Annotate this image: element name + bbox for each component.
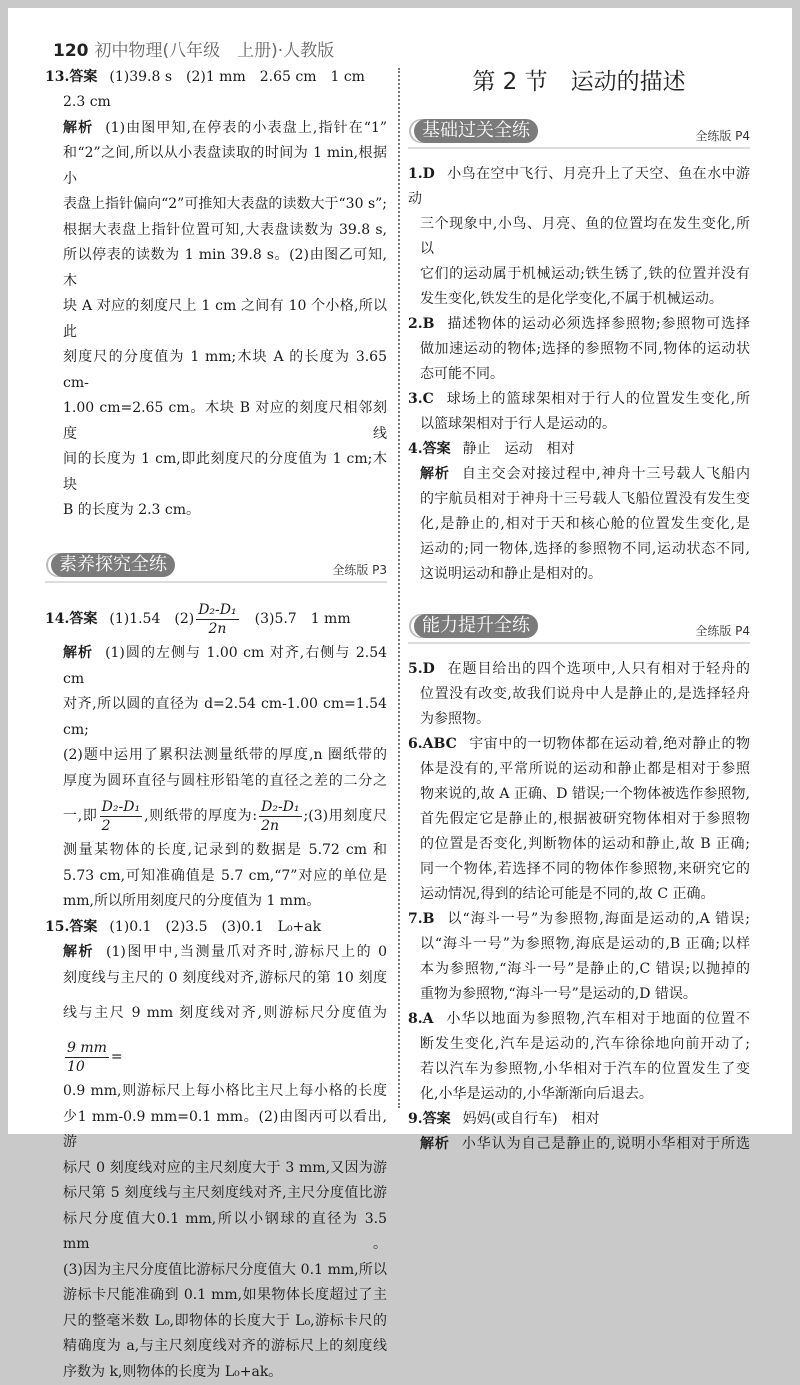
explanation-line — [408, 707, 750, 732]
text-run: (1)由图甲知,在停表的小表盘上,指针在“1” — [105, 120, 387, 136]
answer-line — [45, 915, 387, 941]
text-run: mm,所以所用刻度尺的分度值为 1 mm。 — [63, 893, 320, 909]
explanation-line — [408, 682, 750, 707]
analysis-line — [45, 396, 387, 447]
text-run: 厚度为圆环直径与圆柱形铅笔的直径之差的二分之 — [63, 773, 387, 789]
text-run: (3)5.7 1 mm — [241, 611, 351, 627]
text-run: 的位置是否变化,判断物体的运动和静止,故 B 正确; — [420, 836, 750, 852]
analysis-line — [45, 141, 387, 192]
text-run: ,则纸带的厚度为: — [144, 808, 257, 824]
analysis-label: 解析 — [420, 1136, 450, 1152]
analysis-line — [45, 1156, 387, 1182]
analysis-line — [45, 769, 387, 795]
text-run: 标尺分度值大0.1 mm,所以小钢球的直径为 3.5 mm。 — [63, 1211, 387, 1253]
answer-item — [408, 1007, 750, 1107]
text-run: 化,是静止的,相对于天和核心舱的位置发生变化,是 — [420, 516, 750, 532]
text-run: 少1 mm-0.9 mm=0.1 mm。(2)由图丙可以看出,游 — [63, 1109, 387, 1151]
text-run: 标尺 0 刻度线对应的主尺刻度大于 3 mm,又因为游 — [63, 1160, 387, 1176]
analysis-line — [45, 1079, 387, 1105]
analysis-line — [45, 966, 387, 992]
answer-line — [45, 597, 387, 641]
section-banner — [408, 612, 750, 644]
analysis-line — [45, 1334, 387, 1360]
text-run: 0.9 mm,则游标尺上每小格比主尺上每小格的长度 — [63, 1083, 387, 1099]
answer-item — [408, 312, 750, 387]
analysis-line — [408, 562, 750, 587]
text-run: 以篮球架相对于行人是运动的。 — [420, 416, 616, 432]
text-run: (3)因为主尺分度值比游标尺分度值大 0.1 mm,所以 — [63, 1262, 387, 1278]
text-run: 小华以地面为参照物,汽车相对于地面的位置不 — [445, 1011, 750, 1027]
text-run: 小华认为自己是静止的,说明小华相对于所选 — [462, 1136, 750, 1152]
section-title: 第 2 节 运动的描述 — [408, 66, 750, 98]
text-run: 描述物体的运动必须选择参照物;参照物可选择 — [446, 316, 750, 332]
analysis-line — [45, 641, 387, 692]
answer-line — [45, 65, 387, 91]
fraction-numerator: D₂-D₁ — [196, 601, 238, 620]
explanation-line — [408, 857, 750, 882]
analysis-line — [45, 1360, 387, 1385]
text-run: 对齐,所以圆的直径为 d=2.54 cm-1.00 cm=1.54 cm; — [63, 696, 387, 738]
answer-item — [408, 437, 750, 587]
text-run: 体是没有的,平常所说的运动和静止都是相对于参照 — [420, 761, 750, 777]
text-run: 表盘上指针偏向“2”可推知大表盘的读数大于“30 s”; — [63, 196, 387, 212]
fraction — [259, 798, 301, 835]
explanation-line — [408, 387, 750, 412]
analysis-line — [45, 498, 387, 524]
column-divider — [398, 68, 400, 1108]
fraction-denominator: 2n — [259, 817, 301, 835]
analysis-label: 解析 — [63, 120, 93, 136]
fraction-numerator: D₂-D₁ — [259, 798, 301, 817]
text-run: (1)39.8 s (2)1 mm 2.65 cm 1 cm — [109, 69, 365, 85]
analysis-line — [45, 1283, 387, 1309]
analysis-line — [45, 294, 387, 345]
text-run: 断发生变化,汽车是运动的,汽车徐徐地向前开动了; — [420, 1036, 750, 1052]
text-run: 态可能不同。 — [420, 366, 504, 382]
text-run: 以“海斗一号”为参照物,海底是运动的,B 正确;以样 — [420, 936, 750, 952]
explanation-line — [408, 362, 750, 387]
analysis-label: 解析 — [63, 944, 94, 960]
running-header — [53, 39, 334, 63]
text-run: 2.3 cm — [63, 94, 111, 110]
section-banner — [408, 117, 750, 149]
text-run: 运动情况,得到的结论可能是不同的,故 C 正确。 — [420, 886, 715, 902]
analysis-line — [45, 692, 387, 743]
text-run: 线与主尺 9 mm 刻度线对齐,则游标尺分度值为 — [63, 1005, 387, 1021]
fraction — [100, 798, 142, 835]
text-run: 尺的整毫米数 L₀,即物体的长度大于 L₀,游标卡尺的 — [63, 1313, 387, 1329]
item-label: 3.C — [408, 391, 434, 407]
item-label: 5.D — [408, 661, 435, 677]
right-column — [408, 132, 750, 1157]
explanation-line — [408, 162, 750, 212]
explanation-line — [408, 312, 750, 337]
analysis-line — [408, 1132, 750, 1157]
item-label: 13.答案 — [45, 69, 97, 85]
answer-item — [408, 907, 750, 1007]
text-run: 同一个物体,若选择不同的物体作参照物,来研究它的 — [420, 861, 750, 877]
fraction-numerator: 9 mm — [65, 1039, 109, 1058]
section-reference: 全练版 P3 — [332, 561, 387, 578]
text-run: 间的长度为 1 cm,即此刻度尺的分度值为 1 cm;木块 — [63, 451, 387, 493]
text-run: (2)题中运用了累积法测量纸带的厚度,n 圈纸带的 — [63, 747, 387, 763]
item-label: 9.答案 — [408, 1111, 451, 1127]
section-reference: 全练版 P4 — [695, 622, 750, 639]
text-run: 妈妈(或自行车) 相对 — [463, 1111, 600, 1127]
text-run: 物来说的,故 A 正确、D 错误;一个物体被选作参照物, — [420, 786, 750, 802]
text-run: = — [111, 1049, 123, 1065]
page-number: 120 — [53, 41, 89, 61]
text-run: ;(3)用刻度尺 — [304, 808, 387, 824]
answer-item — [408, 732, 750, 907]
section-banner-title: 能力提升全练 — [414, 614, 538, 638]
text-run: 以“海斗一号”为参照物,海面是运动的,A 错误; — [446, 911, 750, 927]
text-run: 在题目给出的四个选项中,人只有相对于轻舟的 — [447, 661, 750, 677]
text-run: 它们的运动属于机械运动;铁生锈了,铁的位置并没有 — [420, 266, 750, 282]
text-run: 若以汽车为参照物,小华相对于汽车的位置发生了变 — [420, 1061, 750, 1077]
analysis-line — [408, 487, 750, 512]
analysis-line — [45, 889, 387, 915]
item-label: 7.B — [408, 911, 434, 927]
explanation-line — [408, 1007, 750, 1032]
text-run: 5.73 cm,可知准确值是 5.7 cm,“7”对应的单位是 — [63, 868, 387, 884]
explanation-line — [408, 1057, 750, 1082]
analysis-line — [45, 218, 387, 244]
text-run: 本为参照物,“海斗一号”是静止的,C 错误;以抛掉的 — [420, 961, 750, 977]
explanation-line — [408, 957, 750, 982]
text-run: 块 A 对应的刻度尺上 1 cm 之间有 10 个小格,所以此 — [63, 298, 387, 340]
analysis-line — [45, 743, 387, 769]
analysis-line — [45, 1258, 387, 1284]
text-run: 球场上的篮球架相对于行人的位置发生变化,所 — [446, 391, 750, 407]
item-label: 4.答案 — [408, 441, 451, 457]
text-run: 小鸟在空中飞行、月亮升上了天空、鱼在水中游动 — [408, 166, 750, 207]
item-label: 15.答案 — [45, 919, 97, 935]
explanation-line — [408, 337, 750, 362]
answer-item — [45, 597, 387, 915]
text-run: 做加速运动的物体;选择的参照物不同,物体的运动状 — [420, 341, 750, 357]
analysis-line — [45, 1181, 387, 1207]
answer-item — [408, 657, 750, 732]
answer-item — [408, 162, 750, 312]
answer-line — [408, 437, 750, 462]
analysis-line — [408, 512, 750, 537]
fraction-numerator: D₂-D₁ — [100, 798, 142, 817]
analysis-line — [45, 864, 387, 890]
text-run: 位置没有改变,故我们说舟中人是静止的,是选择轻舟 — [420, 686, 750, 702]
analysis-line — [45, 991, 387, 1079]
text-run: 刻度尺的分度值为 1 mm;木块 A 的长度为 3.65 cm- — [63, 349, 387, 391]
section-banner-title: 基础过关全练 — [414, 119, 538, 143]
text-run: (1)0.1 (2)3.5 (3)0.1 L₀+ak — [109, 919, 321, 935]
fraction-denominator: 10 — [65, 1058, 109, 1076]
analysis-line — [45, 243, 387, 294]
text-run: B 的长度为 2.3 cm。 — [63, 502, 200, 518]
explanation-line — [408, 907, 750, 932]
left-column — [45, 65, 387, 1385]
item-label: 1.D — [408, 166, 435, 182]
text-run: 宇宙中的一切物体都在运动着,绝对静止的物 — [469, 736, 750, 752]
item-label: 14.答案 — [45, 611, 97, 627]
analysis-line — [45, 794, 387, 838]
fraction — [65, 1039, 109, 1076]
text-run: 一,即 — [63, 808, 98, 824]
answer-item — [408, 387, 750, 437]
explanation-line — [408, 657, 750, 682]
explanation-line — [408, 807, 750, 832]
section-reference: 全练版 P4 — [695, 127, 750, 144]
text-run: (1)圆的左侧与 1.00 cm 对齐,右侧与 2.54 cm — [63, 645, 387, 687]
answer-line — [408, 1107, 750, 1132]
explanation-line — [408, 782, 750, 807]
explanation-line — [408, 932, 750, 957]
text-run: 标尺第 5 刻度线与主尺刻度线对齐,主尺分度值比游 — [63, 1185, 387, 1201]
item-label: 8.A — [408, 1011, 433, 1027]
analysis-line — [408, 537, 750, 562]
text-run: 重物为参照物,“海斗一号”是运动的,D 错误。 — [420, 986, 697, 1002]
analysis-line — [45, 1207, 387, 1258]
text-run: 这说明运动和静止是相对的。 — [420, 566, 602, 582]
text-run: 所以停表的读数为 1 min 39.8 s。(2)由图乙可知,木 — [63, 247, 387, 289]
analysis-line — [45, 345, 387, 396]
analysis-line — [45, 192, 387, 218]
answer-item — [408, 1107, 750, 1157]
explanation-line — [408, 732, 750, 757]
text-run: 静止 运动 相对 — [463, 441, 575, 457]
explanation-line — [408, 982, 750, 1007]
section-banner — [45, 551, 387, 583]
text-run: 三个现象中,小鸟、月亮、鱼的位置均在发生变化,所以 — [420, 216, 750, 257]
analysis-line — [45, 1309, 387, 1335]
text-run: (1)图甲中,当测量爪对齐时,游标尺上的 0 — [106, 944, 387, 960]
analysis-line — [45, 447, 387, 498]
text-run: 测量某物体的长度,记录到的数据是 5.72 cm 和 — [63, 842, 387, 858]
explanation-line — [408, 1082, 750, 1107]
analysis-line — [45, 1105, 387, 1156]
analysis-line — [408, 462, 750, 487]
text-run: 化,小华是运动的,小华渐渐向后退去。 — [420, 1086, 653, 1102]
text-run: (1)1.54 (2) — [109, 611, 194, 627]
explanation-line — [408, 1032, 750, 1057]
item-label: 6.ABC — [408, 736, 457, 752]
text-run: 和“2”之间,所以从小表盘读取的时间为 1 min,根据小 — [63, 145, 387, 187]
fraction-denominator: 2 — [100, 817, 142, 835]
text-run: 刻度线与主尺的 0 刻度线对齐,游标尺的第 10 刻度 — [63, 970, 387, 986]
analysis-line — [45, 116, 387, 142]
text-run: 自主交会对接过程中,神舟十三号载人飞船内 — [462, 466, 750, 482]
explanation-line — [408, 412, 750, 437]
analysis-label: 解析 — [63, 645, 93, 661]
text-run: 为参照物。 — [420, 711, 490, 727]
analysis-label: 解析 — [420, 466, 450, 482]
explanation-line — [408, 212, 750, 262]
explanation-line — [408, 287, 750, 312]
text-run: 首先假定它是静止的,根据被研究物体相对于参照物 — [420, 811, 750, 827]
text-run: 精确度为 a,与主尺刻度线对齐的游标尺上的刻度线 — [63, 1338, 387, 1354]
text-run: 1.00 cm=2.65 cm。木块 B 对应的刻度尺相邻刻度线 — [63, 400, 387, 442]
fraction — [196, 601, 238, 638]
section-banner-title: 素养探究全练 — [51, 553, 175, 577]
answer-item — [45, 915, 387, 1385]
text-run: 序数为 k,则物体的长度为 L₀+ak。 — [63, 1364, 282, 1380]
book-title: 初中物理(八年级 上册)·人教版 — [95, 41, 335, 61]
analysis-line — [45, 838, 387, 864]
explanation-line — [408, 757, 750, 782]
text-run: 游标卡尺能准确到 0.1 mm,如果物体长度超过了主 — [63, 1287, 387, 1303]
analysis-line — [45, 940, 387, 966]
fraction-denominator: 2n — [196, 620, 238, 638]
explanation-line — [408, 262, 750, 287]
text-run: 根据大表盘上指针位置可知,大表盘读数为 39.8 s, — [63, 222, 387, 238]
answer-line — [45, 90, 387, 116]
answer-item — [45, 65, 387, 524]
text-run: 运动的;同一物体,选择的参照物不同,运动状态不同, — [420, 541, 750, 557]
text-run: 发生变化,铁发生的是化学变化,不属于机械运动。 — [420, 291, 723, 307]
explanation-line — [408, 882, 750, 907]
text-run: 的宇航员相对于神舟十三号载人飞船位置没有发生变 — [420, 491, 750, 507]
item-label: 2.B — [408, 316, 434, 332]
explanation-line — [408, 832, 750, 857]
